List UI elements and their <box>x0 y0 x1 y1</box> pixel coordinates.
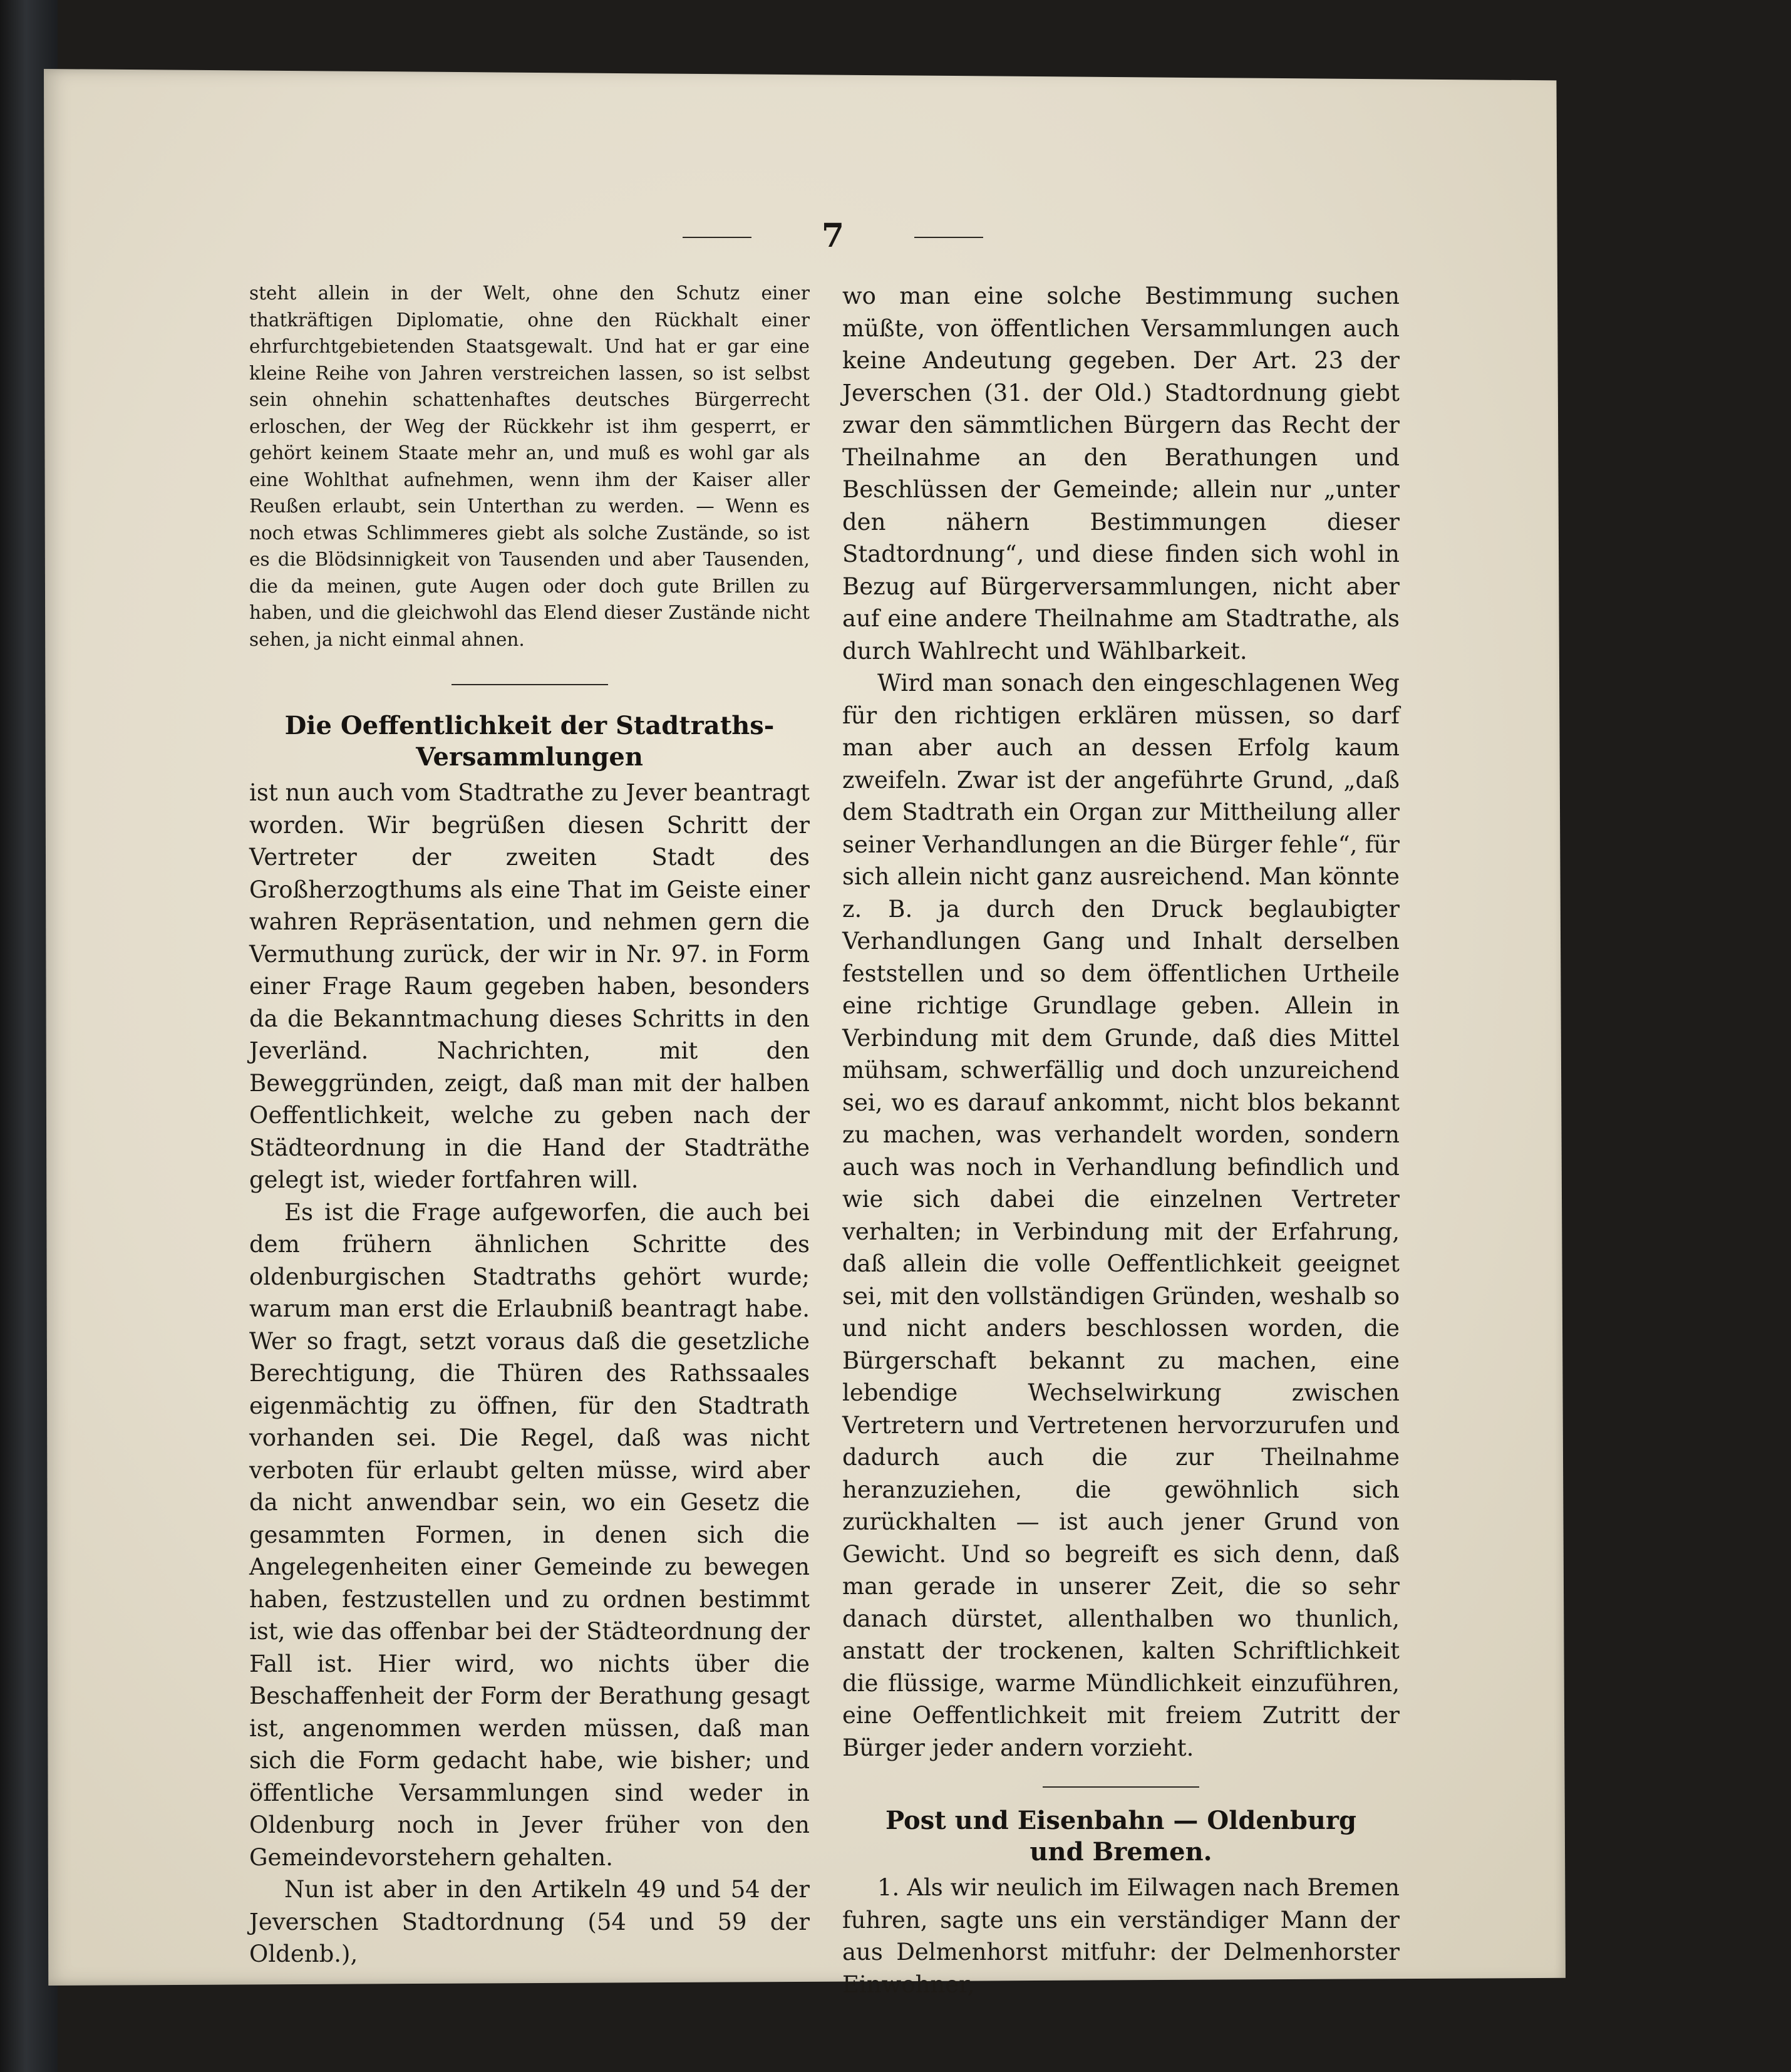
paragraph: Wird man sonach den eingeschlagenen Weg für den richtigen erklären müssen, so darf man aber auch an dessen Erfolg kaum zweifeln. Zwar ist der angeführte Grund, „daß dem Stadtrath ein Organ zur Mittheilung aller seiner Verhandlungen an die Bürger fehle“, für sich allein nicht ganz ausreichend. Man könnte z. B. ja durch den Druck beglaubigter Verhandlungen Gang und Inhalt derselben feststellen und so dem öffentlichen Urtheile eine richtige Grundlage geben. Allein in Verbindung mit dem Grunde, daß dies Mittel mühsam, schwerfällig und doch unzureichend sei, wo es darauf ankommt, nicht blos bekannt zu machen, was verhandelt worden, sondern auch was noch in Verhandlung befindlich und wie sich dabei die einzelnen Vertreter verhalten; in Verbindung mit der Erfahrung, daß allein die volle Oeffentlichkeit geeignet sei, mit den vollständigen Gründen, weshalb so und nicht anders beschlossen worden, die Bürgerschaft bekannt zu machen, eine lebendige Wechselwirkung zwischen Vertretern und Vertretenen hervorzurufen und dadurch auch die zur Theilnahme heranzuziehen, die gewöhnlich sich zurückhalten — ist auch jener Grund von Gewicht. Und so begreift es sich denn, daß man gerade in unserer Zeit, die so sehr danach dürstet, allenthalben wo thunlich, anstatt der trockenen, kalten Schriftlichkeit die flüssige, warme Mündlichkeit einzuführen, eine Oeffentlichkeit mit freiem Zutritt der Bürger jeder andern vorzieht. <box>842 670 1400 1761</box>
article-body-continued <box>842 280 1400 1764</box>
right-column <box>842 280 1400 2001</box>
article-body <box>842 1872 1400 2001</box>
paragraph: 1. Als wir neulich im Eilwagen nach Bremen fuhren, sagte uns ein verständiger Mann der aus Delmenhorst mitfuhr: der Delmenhorster Einwohner, <box>842 1874 1400 1998</box>
continued-text-block <box>249 280 810 653</box>
header-rule-right <box>914 237 983 238</box>
section-divider <box>452 684 608 685</box>
continued-paragraph: steht allein in der Welt, ohne den Schutz einer thatkräftigen Diplomatie, ohne den Rückhalt einer ehrfurchtgebietenden Staatsgewalt. Und hat er gar eine kleine Reihe von Jahren verstreichen lassen, so ist selbst sein ohnehin schattenhaftes deutsches Bürgerrecht erloschen, der Weg der Rückkehr ist ihm gesperrt, er gehört keinem Staate mehr an, und muß es wohl gar als eine Wohlthat aufnehmen, wenn ihm der Kaiser aller Reußen erlaubt, sein Unterthan zu werden. — Wenn es noch etwas Schlimmeres giebt als solche Zustände, so ist es die Blödsinnigkeit von Tausenden und aber Tausenden, die da meinen, gute Augen oder doch gute Brillen zu haben, und die gleichwohl das Elend dieser Zustände nicht sehen, ja nicht einmal ahnen. <box>249 282 810 650</box>
section-divider <box>1043 1786 1199 1788</box>
page-number: 7 <box>821 217 845 255</box>
page-header <box>683 217 983 255</box>
article-heading: Die Oeffentlichkeit der Stadtraths-Versammlungen <box>284 711 775 772</box>
paragraph: ist nun auch vom Stadtrathe zu Jever beantragt worden. Wir begrüßen diesen Schritt der Vertreter der zweiten Stadt des Großherzogthums als eine That im Geiste einer wahren Repräsentation, und nehmen gern die Vermuthung zurück, der wir in Nr. 97. in Form einer Frage Raum gegeben haben, besonders da die Bekanntmachung dieses Schritts in den Jeverländ. Nachrichten, mit den Beweggründen, zeigt, daß man mit der halben Oeffentlichkeit, welche zu geben nach der Städteordnung in die Hand der Stadträthe gelegt ist, wieder fortfahren will. <box>249 779 810 1193</box>
article-body <box>249 777 810 1971</box>
left-column <box>249 280 810 1971</box>
article-heading: Post und Eisenbahn — Oldenburg und Bremen. <box>885 1806 1356 1867</box>
paragraph: Nun ist aber in den Artikeln 49 und 54 der Jeverschen Stadtordnung (54 und 59 der Oldenb.), <box>249 1876 810 1967</box>
paragraph: wo man eine solche Bestimmung suchen müßte, von öffentlichen Versammlungen auch keine Andeutung gegeben. Der Art. 23 der Jeverschen (31. der Old.) Stadtordnung giebt zwar den sämmtlichen Bürgern das Recht der Theilnahme an den Berathungen und Beschlüssen der Gemeinde; allein nur „unter den nähern Bestimmungen dieser Stadtordnung“, und diese finden sich wohl in Bezug auf Bürgerversammlungen, nicht aber auf eine andere Theilnahme am Stadtrathe, als durch Wahlrecht und Wählbarkeit. <box>842 282 1400 665</box>
paragraph: Es ist die Frage aufgeworfen, die auch bei dem frühern ähnlichen Schritte des oldenburgischen Stadtraths gehört wurde; warum man erst die Erlaubniß beantragt habe. Wer so fragt, setzt voraus daß die gesetzliche Berechtigung, die Thüren des Rathssaales eigenmächtig zu öffnen, für den Stadtrath vorhanden sei. Die Regel, daß was nicht verboten für erlaubt gelten müsse, wird aber da nicht anwendbar sein, wo ein Gesetz die gesammten Formen, in denen sich die Angelegenheiten einer Gemeinde zu bewegen haben, festzustellen und zu ordnen bestimmt ist, wie das offenbar bei der Städteordnung der Fall ist. Hier wird, wo nichts über die Beschaffenheit der Form der Berathung gesagt ist, angenommen werden müssen, daß man sich die Form gedacht habe, wie bisher; und öffentliche Versammlungen sind weder in Oldenburg noch in Jever früher von den Gemeindevorstehern gehalten. <box>249 1198 810 1871</box>
